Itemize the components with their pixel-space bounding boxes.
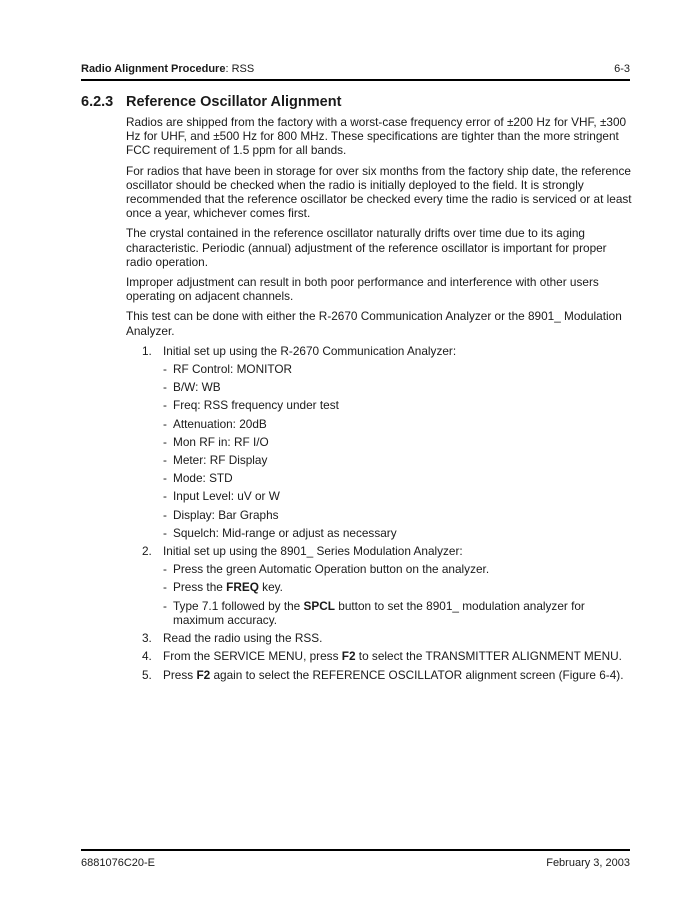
step-3: [126, 631, 632, 645]
setting-item: [163, 398, 632, 412]
document-number: 6881076C20-E: [81, 857, 156, 869]
setting-item: [163, 380, 632, 394]
dash-bullet: -: [163, 434, 167, 449]
setting-text: Squelch: Mid-range or adjust as necessary: [173, 525, 397, 540]
dash-bullet: -: [163, 489, 167, 504]
paragraph: Radios are shipped from the factory with a worst-case frequency error of ±200 Hz for VHF, ±300 Hz for UHF, and ±500 Hz for 800 MHz. These specifications are tighter than the more stringent FCC requirement of 1.5 ppm for all bands.: [126, 115, 627, 158]
page-footer: [81, 857, 630, 869]
substep-text: Press the green Automatic Operation button on the analyzer.: [173, 562, 490, 577]
setting-text: Input Level: uV or W: [173, 489, 280, 504]
dash-bullet: -: [163, 453, 167, 468]
substep-text: button to set the 8901_ modulation analyzer for maximum accuracy.: [173, 598, 585, 627]
setting-text: Attenuation: 20dB: [173, 416, 267, 431]
key-name: FREQ: [226, 580, 259, 595]
body-content: [126, 115, 632, 686]
setting-item: [163, 453, 632, 467]
header-rule: [81, 79, 630, 81]
dash-bullet: -: [163, 380, 167, 395]
header-title: [81, 63, 254, 75]
substep-text: Press the: [173, 580, 227, 595]
substep-item: [163, 562, 632, 576]
dash-bullet: -: [163, 398, 167, 413]
setting-item: [163, 471, 632, 485]
paragraph: The crystal contained in the reference oscillator naturally drifts over time due to its aging characteristic. Periodic (annual) adjustment of the reference oscillator is important for proper radio operation.: [126, 226, 607, 269]
step-2-substeps: [163, 562, 632, 627]
substep-item: [163, 599, 632, 627]
substep-text: key.: [258, 580, 283, 595]
step-1-settings: [163, 362, 632, 540]
step-5: [126, 668, 632, 682]
key-name: F2: [196, 667, 211, 682]
step-text: Initial set up using the 8901_ Series Modulation Analyzer:: [163, 544, 463, 559]
dash-bullet: -: [163, 525, 167, 540]
setting-text: Freq: RSS frequency under test: [173, 398, 339, 413]
step-text: again to select the REFERENCE OSCILLATOR alignment screen (Figure 6-4).: [210, 667, 624, 682]
setting-text: Mon RF in: RF I/O: [173, 434, 269, 449]
setting-text: Mode: STD: [173, 471, 233, 486]
step-number: 5.: [142, 667, 152, 682]
step-number: 3.: [142, 631, 152, 646]
step-text: From the SERVICE MENU, press: [163, 649, 342, 664]
step-number: 2.: [142, 544, 152, 559]
page-header: [81, 63, 630, 75]
key-name: F2: [341, 649, 356, 664]
paragraph: This test can be done with either the R-2670 Communication Analyzer or the 8901_ Modulation Analyzer.: [126, 309, 622, 338]
setting-item: [163, 435, 632, 449]
step-2: [126, 544, 632, 627]
setting-text: Display: Bar Graphs: [173, 507, 279, 522]
paragraph: For radios that have been in storage for over six months from the factory ship date, the reference oscillator should be checked when the radio is initially deployed to the field. It is strongly recommended that the reference oscillator be checked every time the radio is serviced or at least once a year, whichever comes first.: [126, 163, 632, 221]
step-4: [126, 649, 632, 663]
header-title-bold: Radio Alignment Procedure: [81, 63, 226, 75]
setting-item: [163, 489, 632, 503]
dash-bullet: -: [163, 416, 167, 431]
step-text: to select the TRANSMITTER ALIGNMENT MENU.: [355, 649, 622, 664]
setting-text: RF Control: MONITOR: [173, 362, 293, 377]
dash-bullet: -: [163, 471, 167, 486]
step-1: [126, 344, 632, 540]
setting-text: Meter: RF Display: [173, 453, 268, 468]
footer-rule: [81, 849, 630, 851]
section-heading: [81, 94, 341, 110]
paragraph: Improper adjustment can result in both poor performance and interference with other users operating on adjacent channels.: [126, 275, 599, 304]
substep-text: Type 7.1 followed by the: [173, 598, 304, 613]
document-date: February 3, 2003: [546, 857, 630, 869]
dash-bullet: -: [163, 598, 167, 613]
step-text: Press: [163, 667, 197, 682]
section-number: 6.2.3: [81, 94, 114, 110]
substep-item: [163, 580, 632, 594]
dash-bullet: -: [163, 562, 167, 577]
setting-item: [163, 526, 632, 540]
setting-text: B/W: WB: [173, 380, 221, 395]
step-number: 4.: [142, 649, 152, 664]
setting-item: [163, 362, 632, 376]
dash-bullet: -: [163, 580, 167, 595]
dash-bullet: -: [163, 362, 167, 377]
procedure-steps: [126, 344, 632, 682]
dash-bullet: -: [163, 507, 167, 522]
header-title-rest: : RSS: [225, 63, 255, 75]
section-title: Reference Oscillator Alignment: [126, 94, 342, 110]
step-text: Initial set up using the R-2670 Communication Analyzer:: [163, 343, 457, 358]
key-name: SPCL: [303, 598, 335, 613]
setting-item: [163, 508, 632, 522]
step-text: Read the radio using the RSS.: [163, 631, 323, 646]
step-number: 1.: [142, 343, 152, 358]
header-page-number: 6-3: [614, 63, 630, 75]
setting-item: [163, 417, 632, 431]
